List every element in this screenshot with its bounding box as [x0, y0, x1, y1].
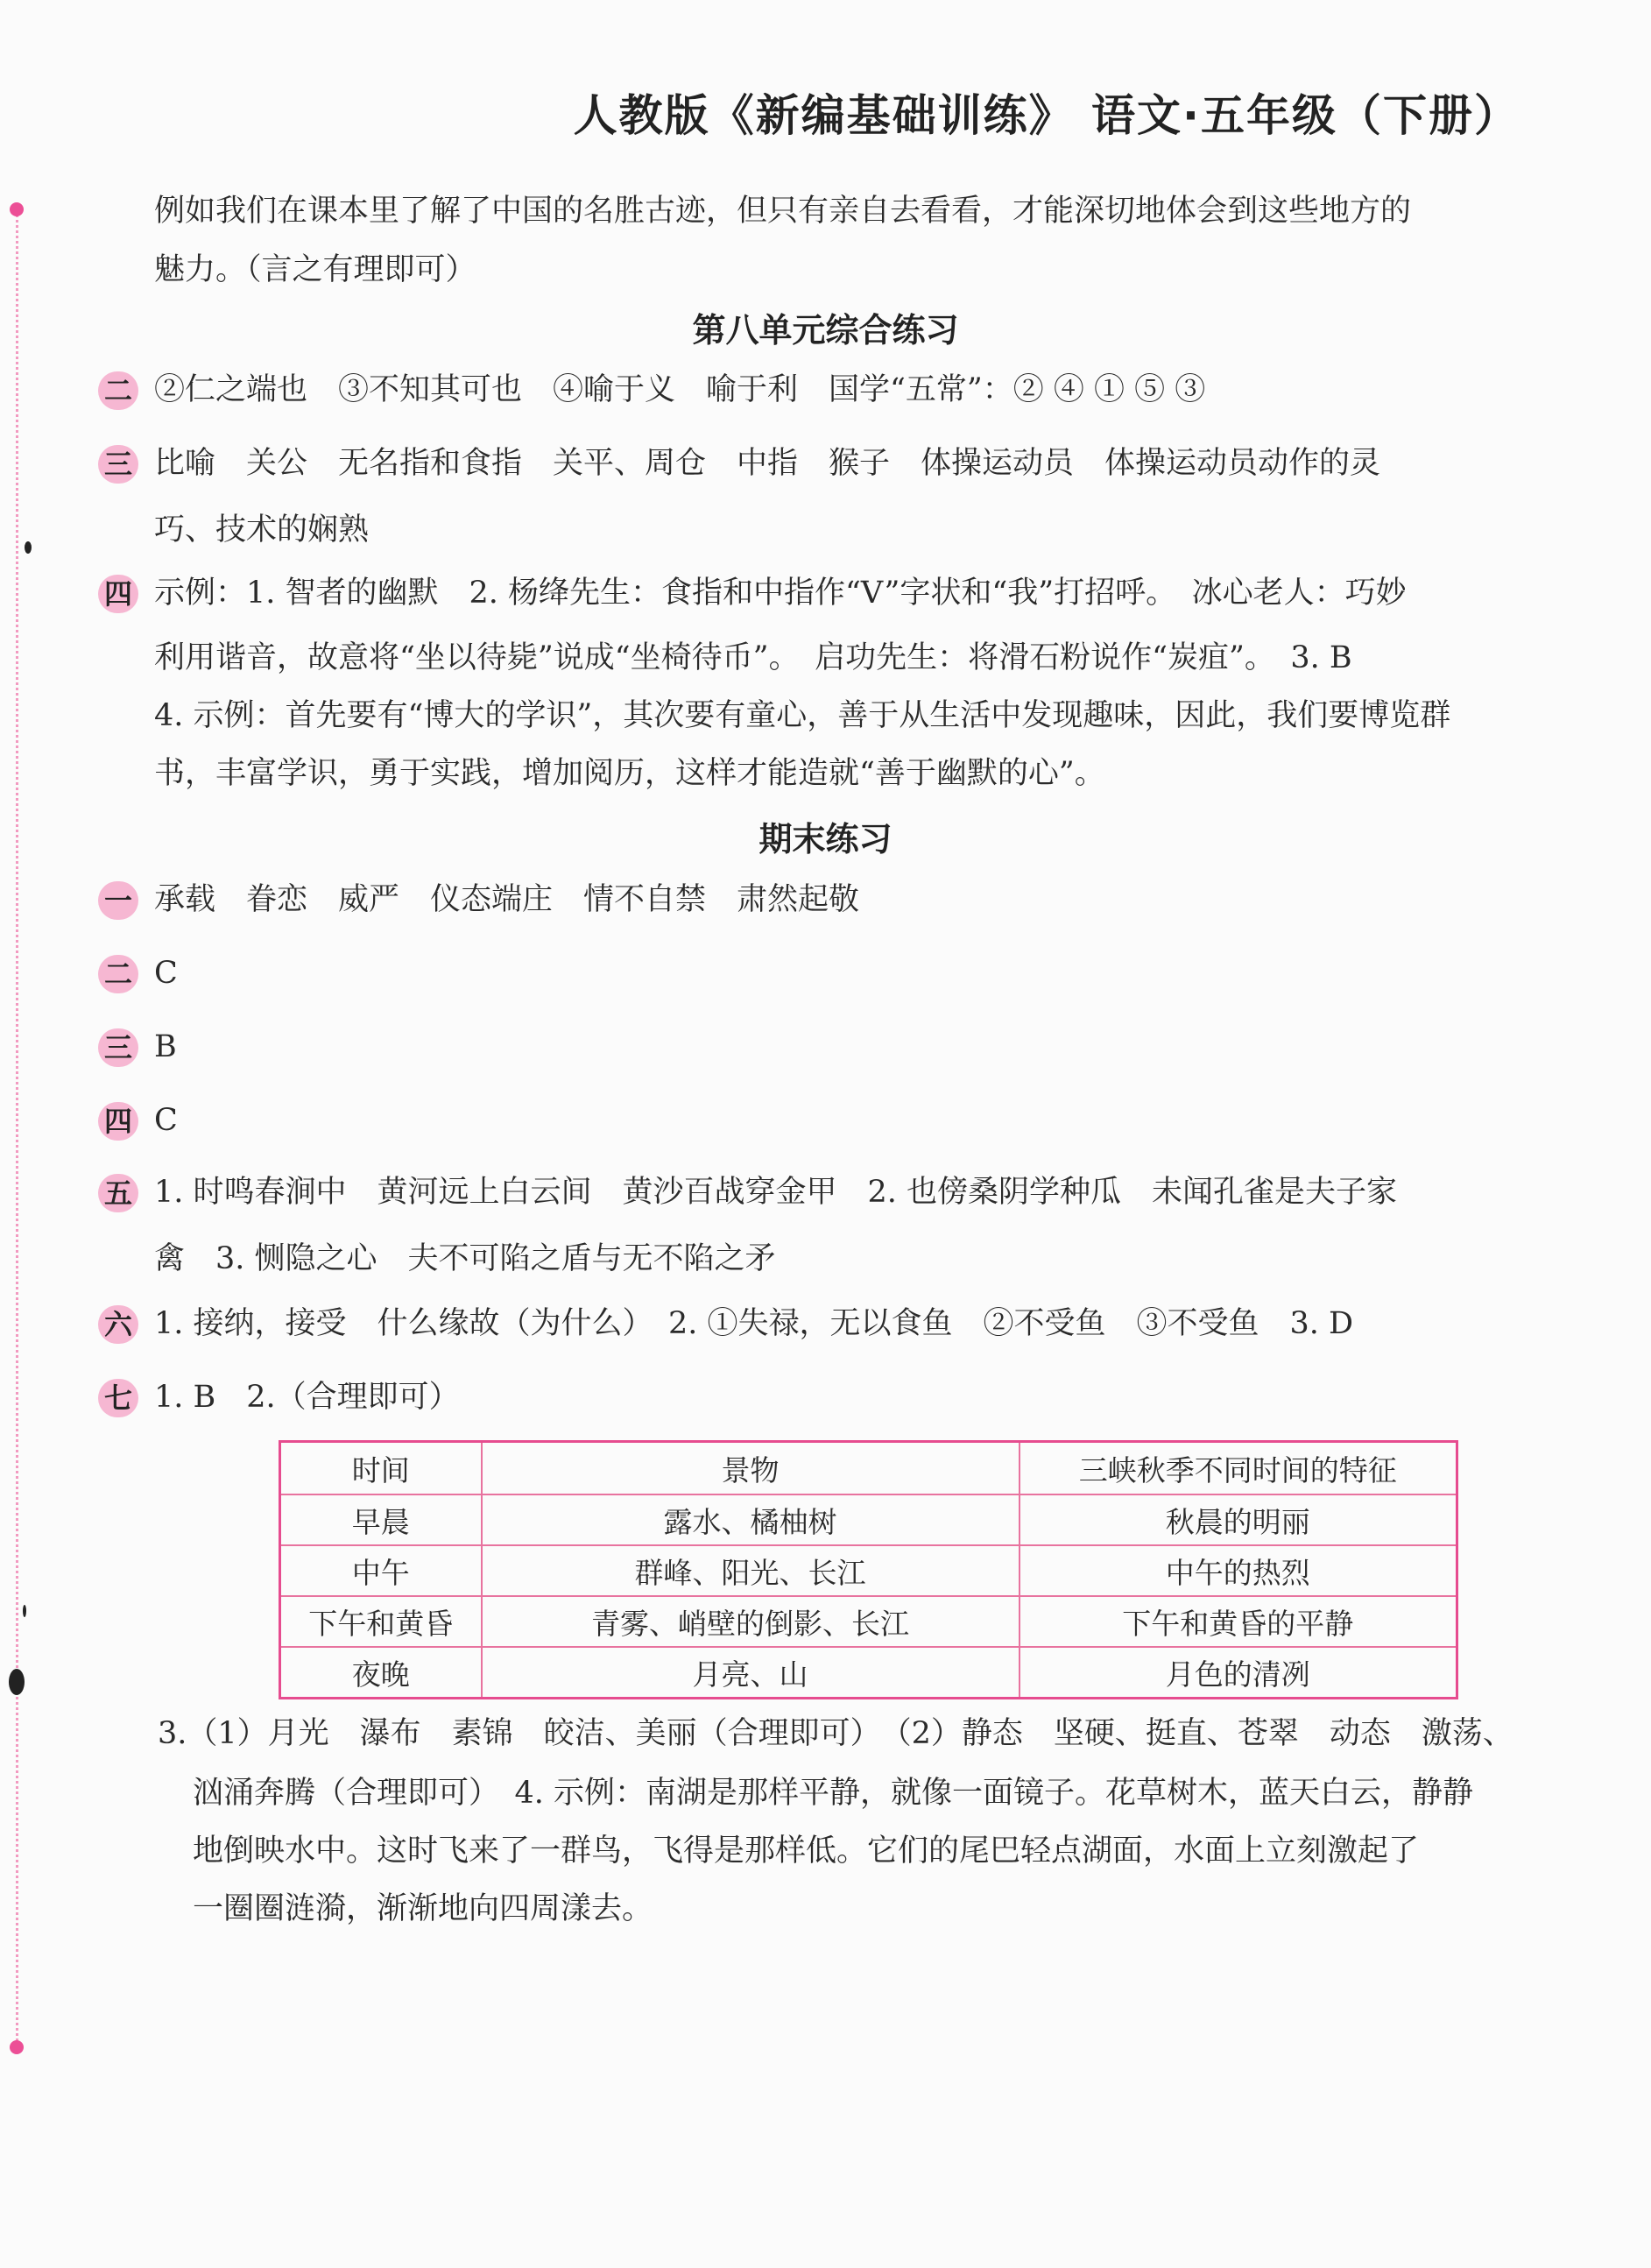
- question-number: 六: [98, 1305, 138, 1344]
- question-number: 三: [98, 445, 138, 484]
- answer-line: C: [154, 956, 178, 991]
- table-cell: 早晨: [280, 1494, 482, 1545]
- table-cell: 中午的热烈: [1020, 1545, 1457, 1596]
- answer-line: 1. B 2.（合理即可）: [154, 1380, 460, 1415]
- table-cell: 秋晨的明丽: [1020, 1494, 1457, 1545]
- table-row: [280, 1494, 1457, 1545]
- margin-dotted-line: [16, 208, 18, 2048]
- answer-line: 地倒映水中。这时飞来了一群鸟，飞得是那样低。它们的尾巴轻点湖面，水面上立刻激起了: [193, 1833, 1420, 1869]
- question-number: 五: [98, 1174, 138, 1212]
- question-number: 七: [98, 1379, 138, 1417]
- table-row: [280, 1545, 1457, 1596]
- question-number: 一: [98, 881, 138, 920]
- scan-mark: [9, 1669, 25, 1695]
- table-header-cell: 时间: [280, 1442, 482, 1495]
- table-header-cell: 三峡秋季不同时间的特征: [1020, 1442, 1457, 1495]
- margin-dot-top: [10, 202, 24, 216]
- table-cell: 中午: [280, 1545, 482, 1596]
- intro-line: 例如我们在课本里了解了中国的名胜古迹，但只有亲自去看看，才能深切地体会到这些地方的: [154, 194, 1412, 229]
- section-title-final: 期末练习: [758, 820, 893, 858]
- table-cell: 青雾、峭壁的倒影、长江: [482, 1596, 1020, 1647]
- answer-line: 承载 眷恋 威严 仪态端庄 情不自禁 肃然起敬: [154, 882, 860, 917]
- table-cell: 月色的清冽: [1020, 1647, 1457, 1699]
- answer-line: 3.（1）月光 瀑布 素锦 皎洁、美丽（合理即可） （2）静态 坚硬、挺直、苍翠 动态 激荡、: [158, 1716, 1513, 1751]
- answer-line: ②仁之端也 ③不知其可也 ④喻于义 喻于利 国学“五常”：② ④ ① ⑤ ③: [154, 372, 1206, 407]
- question-number: 四: [98, 1102, 138, 1141]
- table-cell: 夜晚: [280, 1647, 482, 1699]
- answer-line: 汹涌奔腾（合理即可） 4. 示例：南湖是那样平静，就像一面镜子。花草树木，蓝天白云，静静: [193, 1776, 1474, 1811]
- table-cell: 月亮、山: [482, 1647, 1020, 1699]
- margin-dot-bottom: [10, 2040, 24, 2054]
- answer-line: 书，丰富学识，勇于实践，增加阅历，这样才能造就“善于幽默的心”。: [154, 756, 1105, 791]
- scan-mark: [23, 1605, 26, 1617]
- table-cell: 群峰、阳光、长江: [482, 1545, 1020, 1596]
- page-header: 人教版《新编基础训练》 语文·五年级（下册）: [573, 90, 1520, 141]
- answer-line: 比喻 关公 无名指和食指 关平、周仓 中指 猴子 体操运动员 体操运动员动作的灵: [154, 446, 1381, 481]
- answer-line: 利用谐音，故意将“坐以待毙”说成“坐椅待币”。 启功先生：将滑石粉说作“炭疽”。 3. B: [154, 640, 1352, 675]
- answer-line: 一圈圈涟漪，渐渐地向四周漾去。: [193, 1891, 653, 1926]
- answer-line: C: [154, 1103, 178, 1138]
- scan-mark: [25, 541, 32, 554]
- question-number: 三: [98, 1028, 138, 1067]
- answer-line: 巧、技术的娴熟: [154, 512, 370, 548]
- intro-line: 魅力。（言之有理即可）: [154, 252, 476, 287]
- table-cell: 露水、橘柚树: [482, 1494, 1020, 1545]
- table-row: [280, 1647, 1457, 1699]
- question-number: 二: [98, 371, 138, 410]
- table-cell: 下午和黄昏: [280, 1596, 482, 1647]
- question-number: 二: [98, 955, 138, 993]
- table-cell: 下午和黄昏的平静: [1020, 1596, 1457, 1647]
- answer-line: 1. 时鸣春涧中 黄河远上白云间 黄沙百战穿金甲 2. 也傍桑阴学种瓜 未闻孔雀是夫子家: [154, 1175, 1398, 1210]
- section-title-unit8: 第八单元综合练习: [692, 311, 959, 350]
- table-header-cell: 景物: [482, 1442, 1020, 1495]
- table-row: [280, 1596, 1457, 1647]
- answer-line: 示例：1. 智者的幽默 2. 杨绛先生：食指和中指作“V”字状和“我”打招呼。 冰心老人：巧妙: [154, 576, 1407, 611]
- question-number: 四: [98, 575, 138, 613]
- answer-line: 4. 示例：首先要有“博大的学识”，其次要有童心，善于从生活中发现趣味，因此，我们要博览群: [154, 698, 1451, 733]
- answer-table: [279, 1440, 1458, 1699]
- answer-line: 禽 3. 恻隐之心 夫不可陷之盾与无不陷之矛: [154, 1241, 776, 1276]
- answer-line: 1. 接纳，接受 什么缘故（为什么） 2. ①失禄，无以食鱼 ②不受鱼 ③不受鱼 3. D: [154, 1306, 1354, 1341]
- answer-line: B: [154, 1029, 177, 1064]
- table-header-row: [280, 1442, 1457, 1495]
